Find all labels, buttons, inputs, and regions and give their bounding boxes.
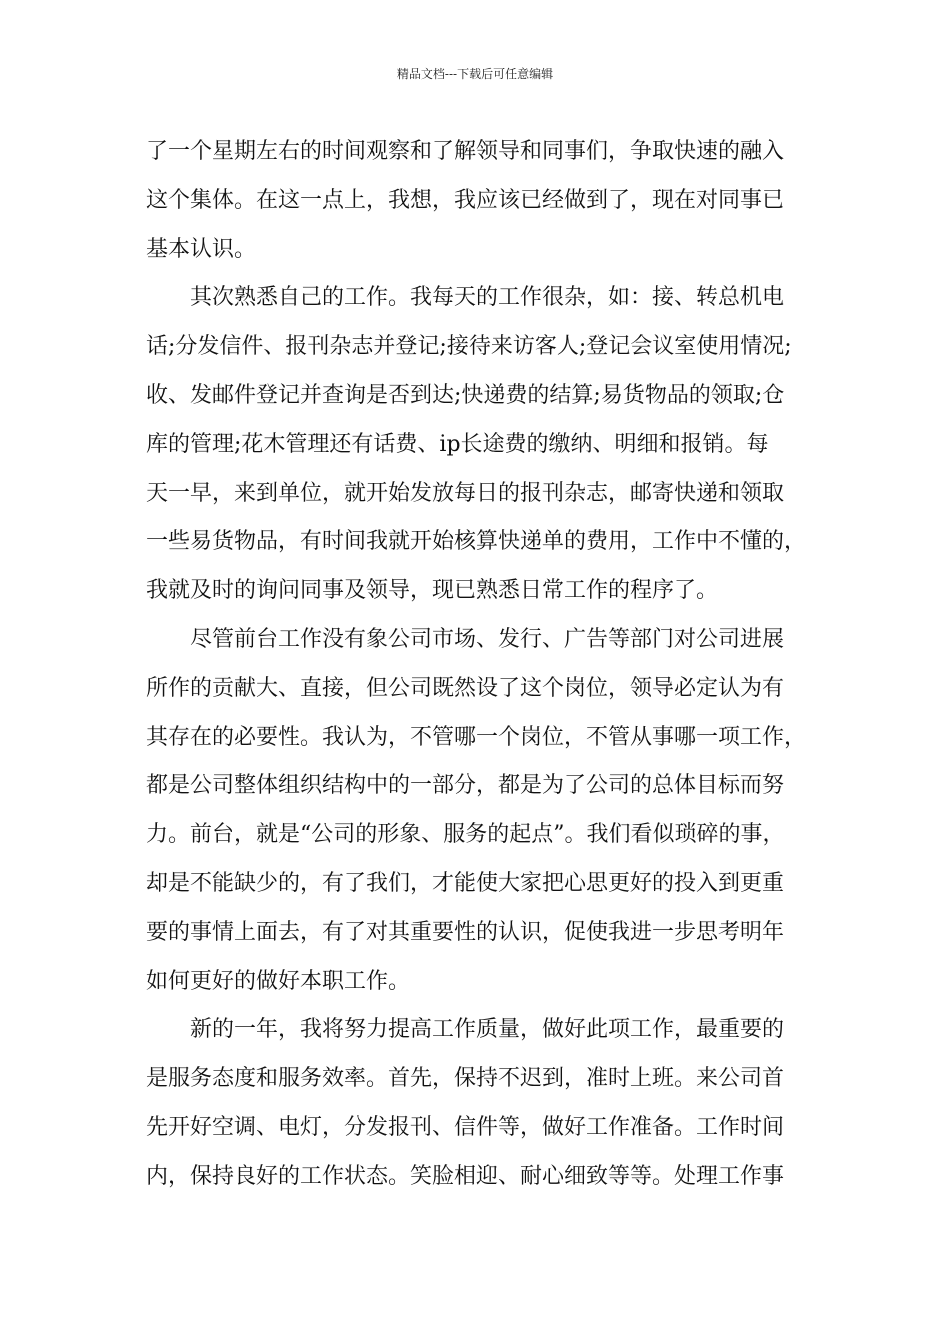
text-line: 基本认识。 — [146, 236, 257, 262]
text-line: 了一个星期左右的时间观察和了解领导和同事们，争取快速的融入 — [146, 139, 785, 164]
document-body — [146, 128, 816, 1202]
text-line: 其存在的必要性。我认为，不管哪一个岗位，不管从事哪一项工作， — [146, 724, 807, 750]
paragraph-first-line: 尽管前台工作没有象公司市场、发行、广告等部门对公司进展 — [190, 626, 785, 652]
paragraph-first-line: 新的一年，我将努力提高工作质量，做好此项工作，最重要的 — [190, 1017, 785, 1043]
text-line: 却是不能缺少的，有了我们，才能使大家把心思更好的投入到更重 — [146, 870, 785, 896]
text-line: 所作的贡献大、直接，但公司既然设了这个岗位，领导必定认为有 — [146, 675, 785, 701]
text-line: 如何更好的做好本职工作。 — [146, 968, 411, 994]
text-line: 是服务态度和服务效率。首先，保持不迟到，准时上班。来公司首 — [146, 1066, 785, 1092]
text-line: 库的管理;花木管理还有话费、ip长途费的缴纳、明细和报销。每 — [146, 431, 769, 457]
text-line: 话;分发信件、报刊杂志并登记;接待来访客人;登记会议室使用情况; — [146, 334, 792, 360]
text-line: 天一早，来到单位，就开始发放每日的报刊杂志，邮寄快递和领取 — [146, 480, 785, 506]
text-line: 内，保持良好的工作状态。笑脸相迎、耐心细致等等。处理工作事 — [146, 1163, 785, 1189]
text-line: 这个集体。在这一点上，我想，我应该已经做到了，现在对同事已 — [146, 187, 785, 213]
page-header: 精品文档---下载后可任意编辑 — [396, 67, 554, 81]
text-line: 一些易货物品，有时间我就开始核算快递单的费用，工作中不懂的， — [146, 529, 807, 555]
text-line: 先开好空调、电灯，分发报刊、信件等，做好工作准备。工作时间 — [146, 1114, 785, 1140]
text-line: 都是公司整体组织结构中的一部分，都是为了公司的总体目标而努 — [146, 773, 785, 799]
paragraph-first-line: 其次熟悉自己的工作。我每天的工作很杂，如：接、转总机电 — [190, 285, 785, 311]
text-line: 收、发邮件登记并查询是否到达;快递费的结算;易货物品的领取;仓 — [146, 382, 785, 408]
text-line: 力。前台，就是“公司的形象、服务的起点”。我们看似琐碎的事， — [146, 822, 785, 848]
text-line: 要的事情上面去，有了对其重要性的认识，促使我进一步思考明年 — [146, 919, 785, 945]
text-line: 我就及时的询问同事及领导，现已熟悉日常工作的程序了。 — [146, 578, 719, 604]
